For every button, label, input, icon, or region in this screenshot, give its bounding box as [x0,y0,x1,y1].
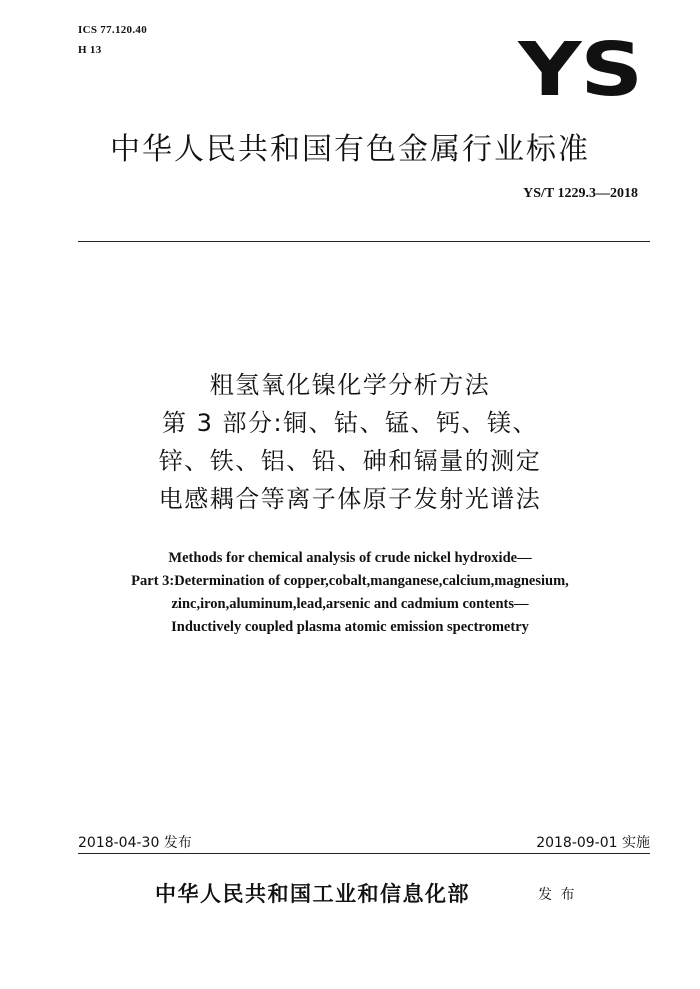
chinese-title [0,366,700,518]
ccs-code: H 13 [78,44,102,56]
bottom-divider [78,853,650,854]
standard-category-title: 中华人民共和国有色金属行业标准 [110,132,590,167]
issue-date: 2018-04-30 发布 [78,835,192,851]
english-title [0,547,700,639]
english-title-line: Part 3:Determination of copper,cobalt,manganese,calcium,magnesium, [131,573,569,589]
implementation-date: 2018-09-01 实施 [536,835,650,851]
ics-code: ICS 77.120.40 [78,24,147,36]
english-title-line: Inductively coupled plasma atomic emission spectrometry [171,619,529,635]
english-title-line: zinc,iron,aluminum,lead,arsenic and cadmium contents— [171,596,529,612]
publisher-name: 中华人民共和国工业和信息化部 [155,881,470,906]
chinese-title-line: 锌、铁、铝、铅、砷和镉量的测定 [158,447,542,475]
chinese-title-line: 第 3 部分:铜、钴、锰、钙、镁、 [161,409,539,437]
english-title-line: Methods for chemical analysis of crude nickel hydroxide— [168,550,532,566]
chinese-title-line: 粗氢氧化镍化学分析方法 [209,371,491,399]
standard-number: YS/T 1229.3—2018 [523,186,638,201]
ys-logo: YS [518,27,642,113]
top-divider [78,241,650,242]
chinese-title-line: 电感耦合等离子体原子发射光谱法 [158,485,542,513]
publish-label: 发 布 [538,887,577,903]
